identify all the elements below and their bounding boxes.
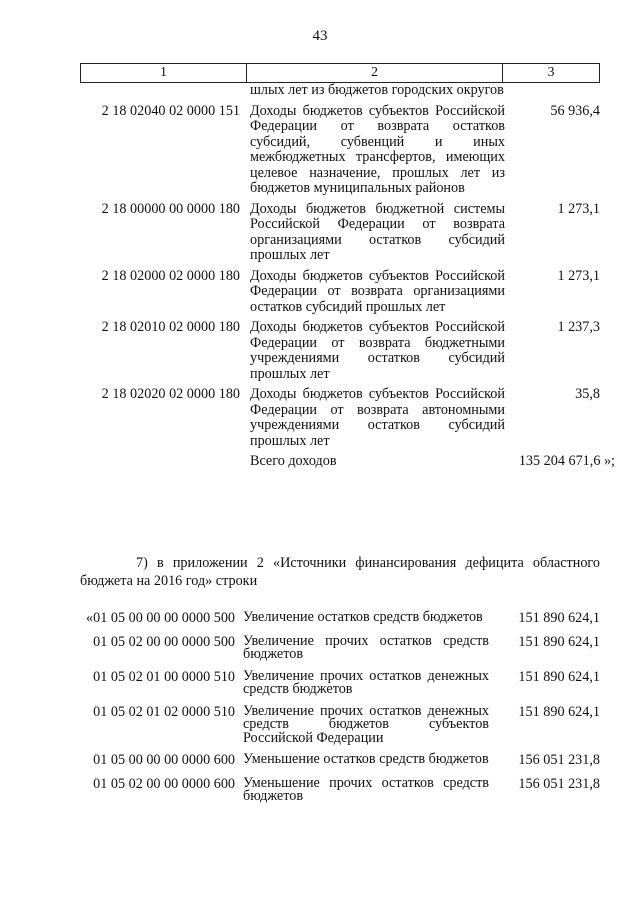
row-amount: 151 890 624,1 xyxy=(518,610,600,626)
table-header xyxy=(80,63,600,83)
row-description: Доходы бюджетов субъектов Российской Федерации от возврата остатков субсидий, субвенций и иных межбюджетных трансфертов, имеющих целевое назначение, прошлых лет из бюджетов муниципальных районов xyxy=(250,102,505,196)
row-description: Уменьшение прочих остатков средств бюджетов xyxy=(243,774,489,804)
table-row xyxy=(80,269,600,316)
row-code: 2 18 00000 00 0000 180 xyxy=(101,200,240,217)
row-description: Увеличение прочих остатков денежных средств бюджетов субъектов Российской Федерации xyxy=(243,702,489,746)
row-code: 2 18 02020 02 0000 180 xyxy=(101,386,240,402)
header-col-3: 3 xyxy=(547,65,555,80)
table-row xyxy=(78,611,600,627)
financing-sources-table xyxy=(78,611,600,812)
row-description: Увеличение остатков средств бюджетов xyxy=(243,609,483,625)
row-amount: 156 051 231,8 xyxy=(518,775,600,792)
table-row xyxy=(80,83,600,99)
row-description: Доходы бюджетов бюджетной системы Российской Федерации от возврата организациями остатков субсидий прошлых лет xyxy=(250,200,505,263)
header-col-2: 2 xyxy=(247,64,503,82)
row-amount: 151 890 624,1 xyxy=(518,703,600,720)
row-code: 01 05 02 00 00 0000 500 xyxy=(93,633,235,650)
row-code: 01 05 02 01 02 0000 510 xyxy=(93,703,235,720)
page-number: 43 xyxy=(312,28,328,44)
table-row xyxy=(78,702,600,746)
amendment-paragraph: 7) в приложении 2 «Источники финансирования дефицита областного бюджета на 2016 год» строки xyxy=(80,555,600,589)
row-amount: 1 237,3 xyxy=(557,319,600,335)
row-description: Увеличение прочих остатков денежных средств бюджетов xyxy=(243,667,489,697)
row-code: «01 05 00 00 00 0000 500 xyxy=(86,610,235,626)
table-row xyxy=(80,202,600,264)
row-description: Доходы бюджетов субъектов Российской Федерации от возврата автономными учреждениями остатков субсидий прошлых лет xyxy=(250,386,505,449)
row-amount: 151 890 624,1 xyxy=(518,633,600,650)
header-col-1: 1 xyxy=(81,64,247,82)
row-amount: 151 890 624,1 xyxy=(518,668,600,685)
row-description: Увеличение прочих остатков средств бюджетов xyxy=(243,632,489,662)
table-row xyxy=(80,320,600,382)
row-code: 2 18 02040 02 0000 151 xyxy=(101,102,240,119)
revenue-table xyxy=(80,82,615,475)
table-row xyxy=(78,774,600,804)
row-code: 2 18 02000 02 0000 180 xyxy=(101,267,240,284)
row-code: 01 05 02 01 00 0000 510 xyxy=(93,668,235,685)
table-row xyxy=(80,387,600,449)
table-row xyxy=(80,104,600,197)
table-row xyxy=(78,753,600,769)
table-row xyxy=(78,632,600,662)
row-code: 01 05 00 00 00 0000 600 xyxy=(93,752,235,768)
row-amount: 56 936,4 xyxy=(550,102,600,119)
row-amount: 1 273,1 xyxy=(557,200,600,217)
row-amount: 35,8 xyxy=(575,386,600,402)
row-description: шлых лет из бюджетов городских округов xyxy=(250,82,504,98)
total-label: Всего доходов xyxy=(250,453,337,469)
row-amount: 1 273,1 xyxy=(557,267,600,284)
row-description: Уменьшение остатков средств бюджетов xyxy=(243,751,489,767)
row-amount: 156 051 231,8 xyxy=(518,752,600,768)
row-description: Доходы бюджетов субъектов Российской Федерации от возврата бюджетными учреждениями остатков субсидий прошлых лет xyxy=(250,319,505,382)
row-description: Доходы бюджетов субъектов Российской Федерации от возврата организациями остатков субсидий прошлых лет xyxy=(250,267,505,315)
row-code: 2 18 02010 02 0000 180 xyxy=(101,319,240,335)
total-amount: 135 204 671,6 »; xyxy=(518,453,615,469)
table-row xyxy=(78,667,600,697)
row-code: 01 05 02 00 00 0000 600 xyxy=(93,775,235,792)
total-row xyxy=(80,453,615,470)
